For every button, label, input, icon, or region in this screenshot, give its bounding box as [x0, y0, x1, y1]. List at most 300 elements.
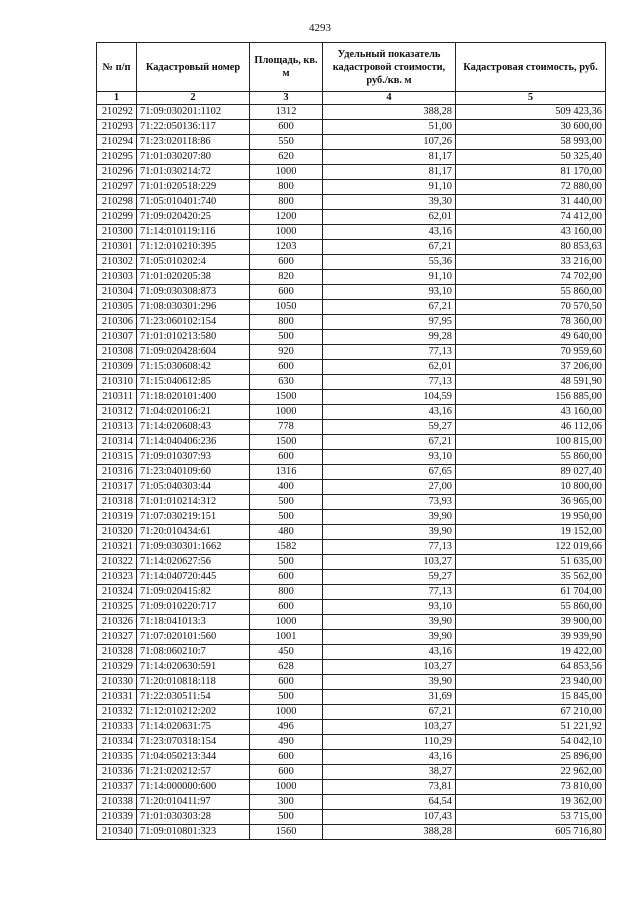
column-number-row: [97, 92, 606, 105]
table-row: [97, 105, 606, 120]
cadastral-value-cell: 19 362,00: [456, 795, 606, 810]
row-number-cell: 210329: [97, 660, 137, 675]
area-cell: 600: [250, 750, 323, 765]
cadastral-number-cell: 71:14:040720:445: [137, 570, 250, 585]
cadastral-value-cell: 100 815,00: [456, 435, 606, 450]
header-specific-value: Удельный показатель кадастровой стоимости, руб./кв. м: [323, 43, 456, 92]
table-row: [97, 225, 606, 240]
cadastral-value-cell: 89 027,40: [456, 465, 606, 480]
cadastral-number-cell: 71:12:010212:202: [137, 705, 250, 720]
cadastral-number-cell: 71:14:010119:116: [137, 225, 250, 240]
area-cell: 920: [250, 345, 323, 360]
specific-value-cell: 51,00: [323, 120, 456, 135]
specific-value-cell: 43,16: [323, 225, 456, 240]
cadastral-number-cell: 71:14:020630:591: [137, 660, 250, 675]
cadastral-number-cell: 71:18:041013:3: [137, 615, 250, 630]
cadastral-number-cell: 71:20:010434:61: [137, 525, 250, 540]
area-cell: 800: [250, 180, 323, 195]
row-number-cell: 210327: [97, 630, 137, 645]
cadastral-number-cell: 71:08:030301:296: [137, 300, 250, 315]
specific-value-cell: 103,27: [323, 660, 456, 675]
area-cell: 500: [250, 555, 323, 570]
area-cell: 800: [250, 315, 323, 330]
table-row: [97, 300, 606, 315]
cadastral-value-cell: 22 962,00: [456, 765, 606, 780]
header-row-number: № п/п: [97, 43, 137, 92]
table-row: [97, 720, 606, 735]
specific-value-cell: 103,27: [323, 720, 456, 735]
area-cell: 600: [250, 765, 323, 780]
cadastral-value-cell: 25 896,00: [456, 750, 606, 765]
row-number-cell: 210317: [97, 480, 137, 495]
row-number-cell: 210298: [97, 195, 137, 210]
table-row: [97, 285, 606, 300]
cadastral-number-cell: 71:12:010210:395: [137, 240, 250, 255]
area-cell: 300: [250, 795, 323, 810]
table-row: [97, 180, 606, 195]
table-row: [97, 240, 606, 255]
area-cell: 1203: [250, 240, 323, 255]
table-row: [97, 315, 606, 330]
area-cell: 500: [250, 690, 323, 705]
cadastral-value-cell: 51 635,00: [456, 555, 606, 570]
row-number-cell: 210334: [97, 735, 137, 750]
cadastral-value-cell: 605 716,80: [456, 825, 606, 840]
row-number-cell: 210316: [97, 465, 137, 480]
area-cell: 1200: [250, 210, 323, 225]
cadastral-value-table: [96, 42, 606, 840]
table-row: [97, 600, 606, 615]
table-row: [97, 765, 606, 780]
cadastral-value-cell: 36 965,00: [456, 495, 606, 510]
row-number-cell: 210318: [97, 495, 137, 510]
area-cell: 1050: [250, 300, 323, 315]
cadastral-value-cell: 70 570,50: [456, 300, 606, 315]
cadastral-value-cell: 67 210,00: [456, 705, 606, 720]
row-number-cell: 210311: [97, 390, 137, 405]
table-row: [97, 705, 606, 720]
row-number-cell: 210323: [97, 570, 137, 585]
specific-value-cell: 77,13: [323, 540, 456, 555]
row-number-cell: 210296: [97, 165, 137, 180]
page-number: 4293: [309, 22, 331, 34]
specific-value-cell: 62,01: [323, 210, 456, 225]
cadastral-number-cell: 71:21:020212:57: [137, 765, 250, 780]
area-cell: 630: [250, 375, 323, 390]
cadastral-number-cell: 71:14:020631:75: [137, 720, 250, 735]
cadastral-value-cell: 509 423,36: [456, 105, 606, 120]
row-number-cell: 210305: [97, 300, 137, 315]
row-number-cell: 210308: [97, 345, 137, 360]
row-number-cell: 210321: [97, 540, 137, 555]
table-row: [97, 150, 606, 165]
area-cell: 600: [250, 570, 323, 585]
area-cell: 1000: [250, 165, 323, 180]
cadastral-value-cell: 23 940,00: [456, 675, 606, 690]
row-number-cell: 210319: [97, 510, 137, 525]
cadastral-number-cell: 71:09:010801:323: [137, 825, 250, 840]
row-number-cell: 210313: [97, 420, 137, 435]
column-number: 2: [137, 92, 250, 105]
cadastral-value-cell: 64 853,56: [456, 660, 606, 675]
table-row: [97, 270, 606, 285]
row-number-cell: 210332: [97, 705, 137, 720]
area-cell: 1000: [250, 405, 323, 420]
cadastral-number-cell: 71:01:030207:80: [137, 150, 250, 165]
table-header-row: [97, 43, 606, 92]
specific-value-cell: 93,10: [323, 600, 456, 615]
specific-value-cell: 107,43: [323, 810, 456, 825]
area-cell: 500: [250, 810, 323, 825]
row-number-cell: 210324: [97, 585, 137, 600]
cadastral-number-cell: 71:20:010411:97: [137, 795, 250, 810]
cadastral-value-cell: 10 800,00: [456, 480, 606, 495]
row-number-cell: 210339: [97, 810, 137, 825]
area-cell: 600: [250, 450, 323, 465]
row-number-cell: 210322: [97, 555, 137, 570]
cadastral-value-cell: 31 440,00: [456, 195, 606, 210]
specific-value-cell: 97,95: [323, 315, 456, 330]
row-number-cell: 210309: [97, 360, 137, 375]
specific-value-cell: 39,90: [323, 615, 456, 630]
table-body: [97, 105, 606, 840]
specific-value-cell: 64,54: [323, 795, 456, 810]
area-cell: 1312: [250, 105, 323, 120]
cadastral-value-cell: 39 900,00: [456, 615, 606, 630]
cadastral-value-cell: 74 412,00: [456, 210, 606, 225]
row-number-cell: 210302: [97, 255, 137, 270]
cadastral-value-cell: 30 600,00: [456, 120, 606, 135]
area-cell: 600: [250, 675, 323, 690]
area-cell: 496: [250, 720, 323, 735]
area-cell: 500: [250, 330, 323, 345]
area-cell: 628: [250, 660, 323, 675]
table-row: [97, 825, 606, 840]
header-area: Площадь, кв. м: [250, 43, 323, 92]
cadastral-value-cell: 54 042,10: [456, 735, 606, 750]
cadastral-value-cell: 80 853,63: [456, 240, 606, 255]
table-row: [97, 450, 606, 465]
table-row: [97, 120, 606, 135]
area-cell: 600: [250, 255, 323, 270]
area-cell: 600: [250, 600, 323, 615]
row-number-cell: 210340: [97, 825, 137, 840]
cadastral-number-cell: 71:14:040406:236: [137, 435, 250, 450]
cadastral-value-cell: 19 950,00: [456, 510, 606, 525]
table-row: [97, 345, 606, 360]
cadastral-value-cell: 156 885,00: [456, 390, 606, 405]
cadastral-number-cell: 71:22:050136:117: [137, 120, 250, 135]
table-row: [97, 690, 606, 705]
cadastral-value-cell: 49 640,00: [456, 330, 606, 345]
table-row: [97, 195, 606, 210]
area-cell: 820: [250, 270, 323, 285]
area-cell: 450: [250, 645, 323, 660]
area-cell: 500: [250, 510, 323, 525]
cadastral-number-cell: 71:14:000000:600: [137, 780, 250, 795]
cadastral-value-cell: 39 939,90: [456, 630, 606, 645]
cadastral-number-cell: 71:09:030201:1102: [137, 105, 250, 120]
column-number: 1: [97, 92, 137, 105]
area-cell: 1500: [250, 435, 323, 450]
specific-value-cell: 93,10: [323, 450, 456, 465]
row-number-cell: 210312: [97, 405, 137, 420]
table-row: [97, 540, 606, 555]
cadastral-number-cell: 71:09:020420:25: [137, 210, 250, 225]
specific-value-cell: 77,13: [323, 585, 456, 600]
row-number-cell: 210330: [97, 675, 137, 690]
area-cell: 500: [250, 495, 323, 510]
cadastral-value-cell: 33 216,00: [456, 255, 606, 270]
cadastral-value-cell: 15 845,00: [456, 690, 606, 705]
table-row: [97, 555, 606, 570]
cadastral-number-cell: 71:09:010220:717: [137, 600, 250, 615]
area-cell: 778: [250, 420, 323, 435]
row-number-cell: 210310: [97, 375, 137, 390]
cadastral-number-cell: 71:05:040303:44: [137, 480, 250, 495]
table-row: [97, 750, 606, 765]
specific-value-cell: 81,17: [323, 150, 456, 165]
table-row: [97, 510, 606, 525]
cadastral-number-cell: 71:15:040612:85: [137, 375, 250, 390]
table-row: [97, 165, 606, 180]
cadastral-number-cell: 71:09:020428:604: [137, 345, 250, 360]
specific-value-cell: 91,10: [323, 180, 456, 195]
specific-value-cell: 67,65: [323, 465, 456, 480]
specific-value-cell: 99,28: [323, 330, 456, 345]
row-number-cell: 210303: [97, 270, 137, 285]
table-row: [97, 420, 606, 435]
specific-value-cell: 388,28: [323, 825, 456, 840]
area-cell: 600: [250, 285, 323, 300]
cadastral-value-cell: 70 959,60: [456, 345, 606, 360]
cadastral-value-cell: 35 562,00: [456, 570, 606, 585]
table-row: [97, 795, 606, 810]
table-row: [97, 585, 606, 600]
cadastral-value-cell: 74 702,00: [456, 270, 606, 285]
specific-value-cell: 91,10: [323, 270, 456, 285]
cadastral-number-cell: 71:09:030308:873: [137, 285, 250, 300]
table-row: [97, 735, 606, 750]
table-row: [97, 570, 606, 585]
cadastral-number-cell: 71:23:040109:60: [137, 465, 250, 480]
specific-value-cell: 73,93: [323, 495, 456, 510]
cadastral-value-cell: 55 860,00: [456, 285, 606, 300]
row-number-cell: 210304: [97, 285, 137, 300]
specific-value-cell: 67,21: [323, 435, 456, 450]
specific-value-cell: 81,17: [323, 165, 456, 180]
area-cell: 400: [250, 480, 323, 495]
specific-value-cell: 62,01: [323, 360, 456, 375]
cadastral-number-cell: 71:01:020518:229: [137, 180, 250, 195]
row-number-cell: 210333: [97, 720, 137, 735]
specific-value-cell: 39,90: [323, 510, 456, 525]
specific-value-cell: 104,59: [323, 390, 456, 405]
specific-value-cell: 27,00: [323, 480, 456, 495]
row-number-cell: 210299: [97, 210, 137, 225]
row-number-cell: 210297: [97, 180, 137, 195]
area-cell: 1000: [250, 780, 323, 795]
area-cell: 1316: [250, 465, 323, 480]
row-number-cell: 210338: [97, 795, 137, 810]
cadastral-value-cell: 73 810,00: [456, 780, 606, 795]
specific-value-cell: 73,81: [323, 780, 456, 795]
specific-value-cell: 39,90: [323, 525, 456, 540]
cadastral-number-cell: 71:08:060210:7: [137, 645, 250, 660]
area-cell: 480: [250, 525, 323, 540]
area-cell: 550: [250, 135, 323, 150]
table-row: [97, 810, 606, 825]
row-number-cell: 210306: [97, 315, 137, 330]
header-cadastral-value: Кадастровая стоимость, руб.: [456, 43, 606, 92]
specific-value-cell: 67,21: [323, 240, 456, 255]
specific-value-cell: 43,16: [323, 645, 456, 660]
cadastral-value-cell: 53 715,00: [456, 810, 606, 825]
row-number-cell: 210337: [97, 780, 137, 795]
area-cell: 600: [250, 120, 323, 135]
cadastral-value-cell: 72 880,00: [456, 180, 606, 195]
cadastral-number-cell: 71:23:020118:86: [137, 135, 250, 150]
row-number-cell: 210326: [97, 615, 137, 630]
table-row: [97, 630, 606, 645]
area-cell: 800: [250, 585, 323, 600]
specific-value-cell: 59,27: [323, 420, 456, 435]
cadastral-number-cell: 71:14:020627:56: [137, 555, 250, 570]
specific-value-cell: 77,13: [323, 345, 456, 360]
cadastral-number-cell: 71:05:010202:4: [137, 255, 250, 270]
table-row: [97, 780, 606, 795]
cadastral-number-cell: 71:01:010213:580: [137, 330, 250, 345]
row-number-cell: 210315: [97, 450, 137, 465]
table-row: [97, 330, 606, 345]
cadastral-value-cell: 122 019,66: [456, 540, 606, 555]
cadastral-number-cell: 71:09:010307:93: [137, 450, 250, 465]
area-cell: 1582: [250, 540, 323, 555]
table-row: [97, 255, 606, 270]
row-number-cell: 210336: [97, 765, 137, 780]
specific-value-cell: 43,16: [323, 405, 456, 420]
table-row: [97, 495, 606, 510]
area-cell: 1000: [250, 705, 323, 720]
table-row: [97, 390, 606, 405]
specific-value-cell: 31,69: [323, 690, 456, 705]
specific-value-cell: 59,27: [323, 570, 456, 585]
row-number-cell: 210320: [97, 525, 137, 540]
cadastral-value-cell: 50 325,40: [456, 150, 606, 165]
cadastral-value-cell: 48 591,90: [456, 375, 606, 390]
row-number-cell: 210325: [97, 600, 137, 615]
cadastral-number-cell: 71:04:020106:21: [137, 405, 250, 420]
cadastral-number-cell: 71:14:020608:43: [137, 420, 250, 435]
area-cell: 490: [250, 735, 323, 750]
area-cell: 800: [250, 195, 323, 210]
cadastral-value-cell: 46 112,06: [456, 420, 606, 435]
cadastral-value-cell: 51 221,92: [456, 720, 606, 735]
specific-value-cell: 388,28: [323, 105, 456, 120]
table-row: [97, 525, 606, 540]
cadastral-number-cell: 71:18:020101:400: [137, 390, 250, 405]
area-cell: 620: [250, 150, 323, 165]
cadastral-value-cell: 37 206,00: [456, 360, 606, 375]
area-cell: 1001: [250, 630, 323, 645]
column-number: 4: [323, 92, 456, 105]
cadastral-number-cell: 71:09:030301:1662: [137, 540, 250, 555]
table-row: [97, 210, 606, 225]
table-row: [97, 480, 606, 495]
column-number: 3: [250, 92, 323, 105]
row-number-cell: 210331: [97, 690, 137, 705]
specific-value-cell: 39,30: [323, 195, 456, 210]
cadastral-value-cell: 58 993,00: [456, 135, 606, 150]
row-number-cell: 210314: [97, 435, 137, 450]
area-cell: 600: [250, 360, 323, 375]
cadastral-value-cell: 55 860,00: [456, 600, 606, 615]
area-cell: 1500: [250, 390, 323, 405]
table-row: [97, 465, 606, 480]
row-number-cell: 210292: [97, 105, 137, 120]
cadastral-number-cell: 71:01:010214:312: [137, 495, 250, 510]
area-cell: 1000: [250, 225, 323, 240]
cadastral-number-cell: 71:01:020205:38: [137, 270, 250, 285]
row-number-cell: 210301: [97, 240, 137, 255]
specific-value-cell: 39,90: [323, 675, 456, 690]
cadastral-value-cell: 61 704,00: [456, 585, 606, 600]
cadastral-value-cell: 19 152,00: [456, 525, 606, 540]
header-cadastral-number: Кадастровый номер: [137, 43, 250, 92]
row-number-cell: 210335: [97, 750, 137, 765]
table-row: [97, 675, 606, 690]
cadastral-number-cell: 71:05:010401:740: [137, 195, 250, 210]
row-number-cell: 210307: [97, 330, 137, 345]
cadastral-value-cell: 43 160,00: [456, 225, 606, 240]
column-number: 5: [456, 92, 606, 105]
cadastral-number-cell: 71:23:070318:154: [137, 735, 250, 750]
cadastral-number-cell: 71:07:030219:151: [137, 510, 250, 525]
cadastral-value-cell: 43 160,00: [456, 405, 606, 420]
row-number-cell: 210293: [97, 120, 137, 135]
row-number-cell: 210300: [97, 225, 137, 240]
table-row: [97, 405, 606, 420]
table-row: [97, 435, 606, 450]
specific-value-cell: 107,26: [323, 135, 456, 150]
cadastral-number-cell: 71:01:030214:72: [137, 165, 250, 180]
row-number-cell: 210295: [97, 150, 137, 165]
cadastral-number-cell: 71:09:020415:82: [137, 585, 250, 600]
specific-value-cell: 39,90: [323, 630, 456, 645]
cadastral-number-cell: 71:23:060102:154: [137, 315, 250, 330]
specific-value-cell: 67,21: [323, 705, 456, 720]
specific-value-cell: 93,10: [323, 285, 456, 300]
cadastral-number-cell: 71:07:020101:560: [137, 630, 250, 645]
table-row: [97, 135, 606, 150]
row-number-cell: 210328: [97, 645, 137, 660]
table-row: [97, 645, 606, 660]
specific-value-cell: 77,13: [323, 375, 456, 390]
cadastral-value-cell: 55 860,00: [456, 450, 606, 465]
cadastral-value-cell: 81 170,00: [456, 165, 606, 180]
cadastral-value-cell: 19 422,00: [456, 645, 606, 660]
specific-value-cell: 55,36: [323, 255, 456, 270]
cadastral-number-cell: 71:01:030303:28: [137, 810, 250, 825]
specific-value-cell: 110,29: [323, 735, 456, 750]
specific-value-cell: 67,21: [323, 300, 456, 315]
cadastral-number-cell: 71:20:010818:118: [137, 675, 250, 690]
row-number-cell: 210294: [97, 135, 137, 150]
table-row: [97, 375, 606, 390]
specific-value-cell: 38,27: [323, 765, 456, 780]
specific-value-cell: 103,27: [323, 555, 456, 570]
cadastral-number-cell: 71:22:030511:54: [137, 690, 250, 705]
